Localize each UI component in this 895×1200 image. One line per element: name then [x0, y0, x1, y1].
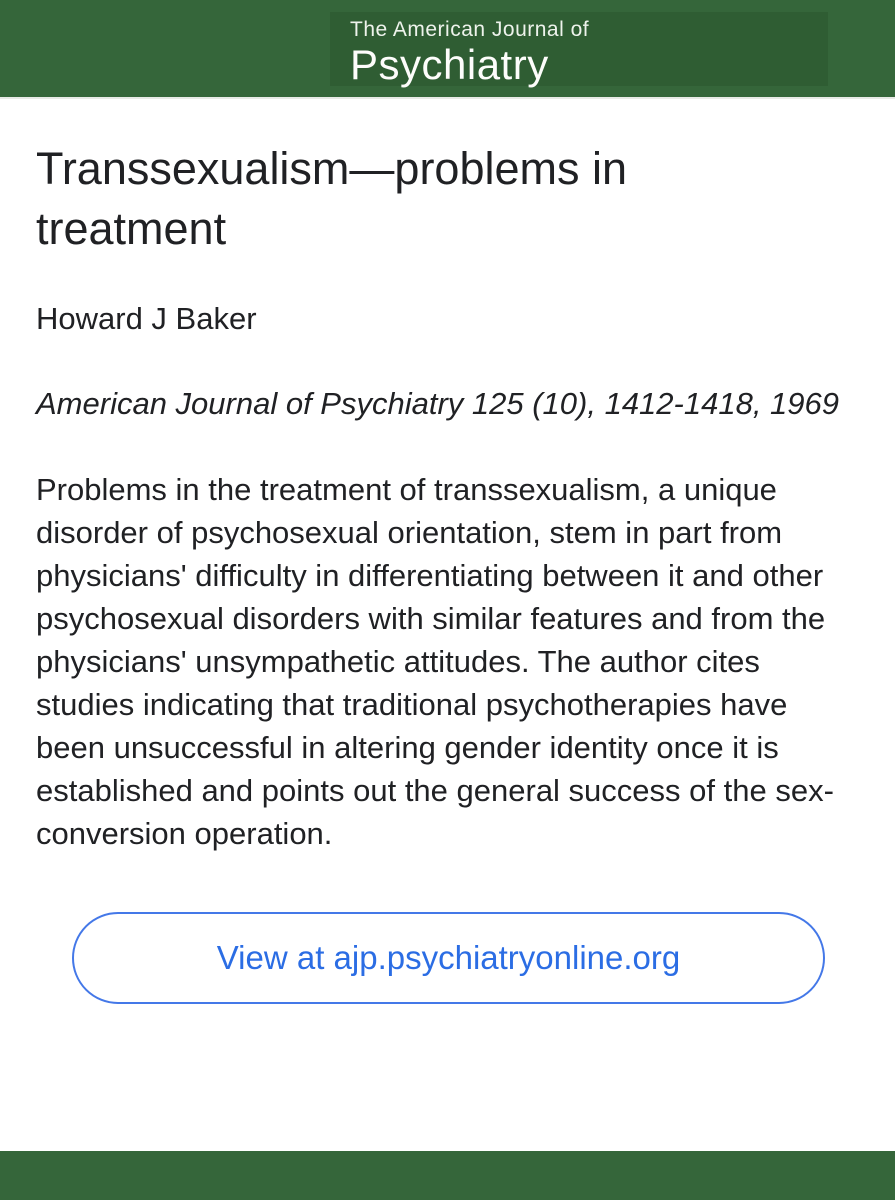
journal-logo-large-text: Psychiatry	[350, 41, 549, 88]
view-at-publisher-button[interactable]: View at ajp.psychiatryonline.org	[72, 912, 825, 1004]
article-citation: American Journal of Psychiatry 125 (10), 1412-1418, 1969	[36, 386, 840, 421]
journal-header-banner	[0, 0, 895, 99]
article-abstract: Problems in the treatment of transsexualism, a unique disorder of psychosexual orientation, stem in part from physicians' difficulty in differentiating between it and other psychosexual disorders with similar features and from the physicians' unsympathetic attitudes. The author cites studies indicating that traditional psychotherapies have been unsuccessful in altering gender identity once it is established and points out the general success of the sex-conversion operation.	[36, 472, 834, 851]
next-result-banner-sliver	[0, 1151, 895, 1200]
journal-logo[interactable]	[330, 12, 828, 86]
article-content	[0, 139, 895, 1004]
article-title: Transsexualism—problems in treatment	[36, 143, 628, 254]
journal-logo-small-text: The American Journal of	[350, 18, 590, 41]
article-author: Howard J Baker	[36, 301, 257, 336]
